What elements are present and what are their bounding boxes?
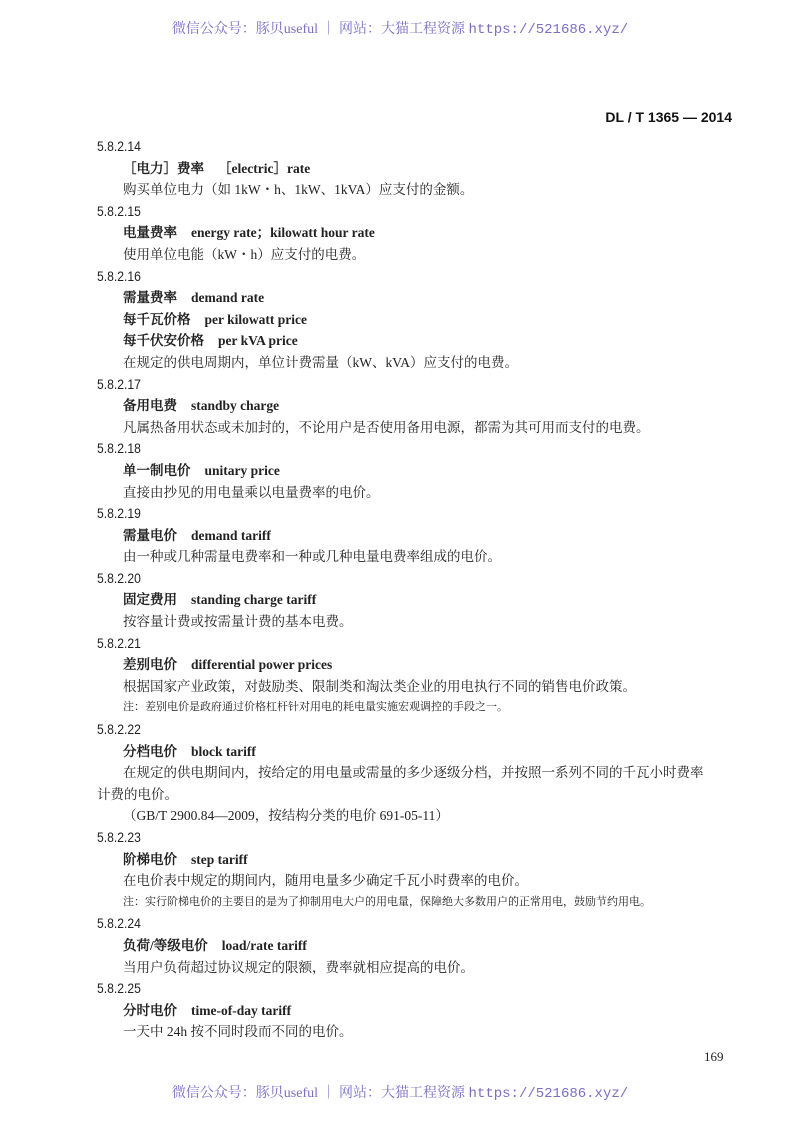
term-definition: 购买单位电力（如 1kW・h、1kW、1kVA）应支付的金额。 — [123, 182, 474, 198]
term-entry — [97, 719, 710, 827]
term-heading — [97, 222, 710, 244]
entry-number: 5.8.2.17 — [97, 376, 141, 392]
term-definition: 直接由抄见的用电量乘以电量费率的电价。 — [123, 484, 380, 500]
entry-number: 5.8.2.25 — [97, 981, 141, 997]
term-heading — [97, 395, 710, 417]
entry-number: 5.8.2.21 — [97, 635, 141, 651]
term-entry — [97, 438, 710, 503]
term-note: 注：实行阶梯电价的主要目的是为了抑制用电大户的用电量，保障绝大多数用户的正常用电，鼓励节约用电。 — [123, 895, 651, 908]
watermark-url[interactable]: https://521686.xyz/ — [468, 1086, 629, 1102]
term-english: standing charge tariff — [191, 592, 317, 608]
term-definition: （GB/T 2900.84—2009，按结构分类的电价 691-05-11） — [123, 808, 449, 824]
term-entry — [97, 633, 710, 719]
term-heading — [97, 525, 710, 547]
term-chinese: 单一制电价 — [123, 462, 191, 478]
term-chinese: ［电力］费率 — [123, 160, 204, 176]
term-english: step tariff — [191, 851, 248, 867]
term-english: differential power prices — [191, 657, 333, 673]
term-heading — [97, 287, 710, 309]
document-code: DL / T 1365 — 2014 — [605, 109, 732, 125]
term-entry — [97, 136, 710, 201]
term-definition: 当用户负荷超过协议规定的限额，费率就相应提高的电价。 — [123, 959, 474, 975]
term-definition: 一天中 24h 按不同时段而不同的电价。 — [123, 1024, 353, 1040]
term-english: ［electric］rate — [218, 160, 311, 176]
term-heading — [97, 330, 710, 352]
term-english: demand rate — [191, 290, 265, 306]
term-english: demand tariff — [191, 527, 271, 543]
entry-number: 5.8.2.24 — [97, 916, 141, 932]
term-definition: 凡属热备用状态或未加封的，不论用户是否使用备用电源，都需为其可用而支付的电费。 — [123, 419, 650, 435]
term-english: per kVA price — [218, 333, 298, 349]
term-chinese: 分时电价 — [123, 1002, 177, 1018]
term-entry — [97, 978, 710, 1043]
entry-number: 5.8.2.16 — [97, 268, 141, 284]
page-number: 169 — [704, 1049, 724, 1064]
watermark-text: 微信公众号：豚贝useful ｜ 网站：大猫工程资源 — [171, 22, 469, 37]
term-entry — [97, 374, 710, 439]
term-note: 注：差别电价是政府通过价格杠杆针对用电的耗电量实施宏观调控的手段之一。 — [123, 701, 508, 714]
term-heading — [97, 309, 710, 331]
watermark-bottom — [0, 1082, 800, 1102]
term-entry — [97, 503, 710, 568]
term-english: time-of-day tariff — [191, 1002, 292, 1018]
entry-number: 5.8.2.22 — [97, 722, 141, 738]
entry-number: 5.8.2.14 — [97, 139, 141, 154]
term-chinese: 差别电价 — [123, 657, 177, 673]
term-definition: 根据国家产业政策，对鼓励类、限制类和淘汰类企业的用电执行不同的销售电价政策。 — [123, 678, 636, 694]
watermark-text: 微信公众号：豚贝useful ｜ 网站：大猫工程资源 — [171, 1086, 469, 1101]
term-chinese: 电量费率 — [123, 225, 177, 241]
term-chinese: 每千伏安价格 — [123, 333, 204, 349]
term-entry — [97, 266, 710, 374]
term-chinese: 备用电费 — [123, 398, 177, 414]
term-definition: 由一种或几种需量电费率和一种或几种电量电费率组成的电价。 — [123, 549, 501, 565]
entry-number: 5.8.2.15 — [97, 203, 141, 219]
watermark-top — [0, 18, 800, 38]
watermark-url[interactable]: https://521686.xyz/ — [468, 22, 629, 38]
term-chinese: 负荷/等级电价 — [123, 937, 208, 953]
term-heading — [97, 1000, 710, 1022]
term-chinese: 分档电价 — [123, 743, 177, 759]
term-heading — [97, 654, 710, 676]
term-chinese: 阶梯电价 — [123, 851, 177, 867]
term-english: block tariff — [191, 743, 256, 759]
entry-number: 5.8.2.19 — [97, 506, 141, 522]
term-definition: 在规定的供电周期内，单位计费需量（kW、kVA）应支付的电费。 — [123, 354, 518, 370]
term-heading — [97, 935, 710, 957]
entry-number: 5.8.2.23 — [97, 830, 141, 845]
term-english: per kilowatt price — [204, 311, 307, 327]
term-entry — [97, 913, 710, 978]
term-chinese: 需量电价 — [123, 527, 177, 543]
term-heading — [97, 849, 710, 871]
entry-number: 5.8.2.20 — [97, 570, 141, 586]
term-definition: 在电价表中规定的期间内，随用电量多少确定千瓦小时费率的电价。 — [123, 873, 528, 889]
term-heading — [97, 741, 710, 763]
term-entry — [97, 827, 710, 913]
term-heading — [97, 158, 710, 180]
term-english: energy rate；kilowatt hour rate — [191, 225, 375, 241]
term-english: standby charge — [191, 398, 280, 414]
term-definition: 在规定的供电期间内，按给定的用电量或需量的多少逐级分档，并按照一系列不同的千瓦小时费率计费的电价。 — [97, 765, 704, 802]
term-chinese: 每千瓦价格 — [123, 311, 191, 327]
term-entry — [97, 568, 710, 633]
term-heading — [97, 460, 710, 482]
term-definition: 使用单位电能（kW・h）应支付的电费。 — [123, 246, 366, 262]
term-heading — [97, 589, 710, 611]
term-entry — [97, 201, 710, 266]
term-english: load/rate tariff — [221, 937, 307, 953]
terms-list — [97, 136, 710, 1043]
term-chinese: 固定费用 — [123, 592, 177, 608]
term-chinese: 需量费率 — [123, 290, 177, 306]
term-english: unitary price — [204, 462, 280, 478]
entry-number: 5.8.2.18 — [97, 441, 141, 457]
term-definition: 按容量计费或按需量计费的基本电费。 — [123, 614, 353, 630]
